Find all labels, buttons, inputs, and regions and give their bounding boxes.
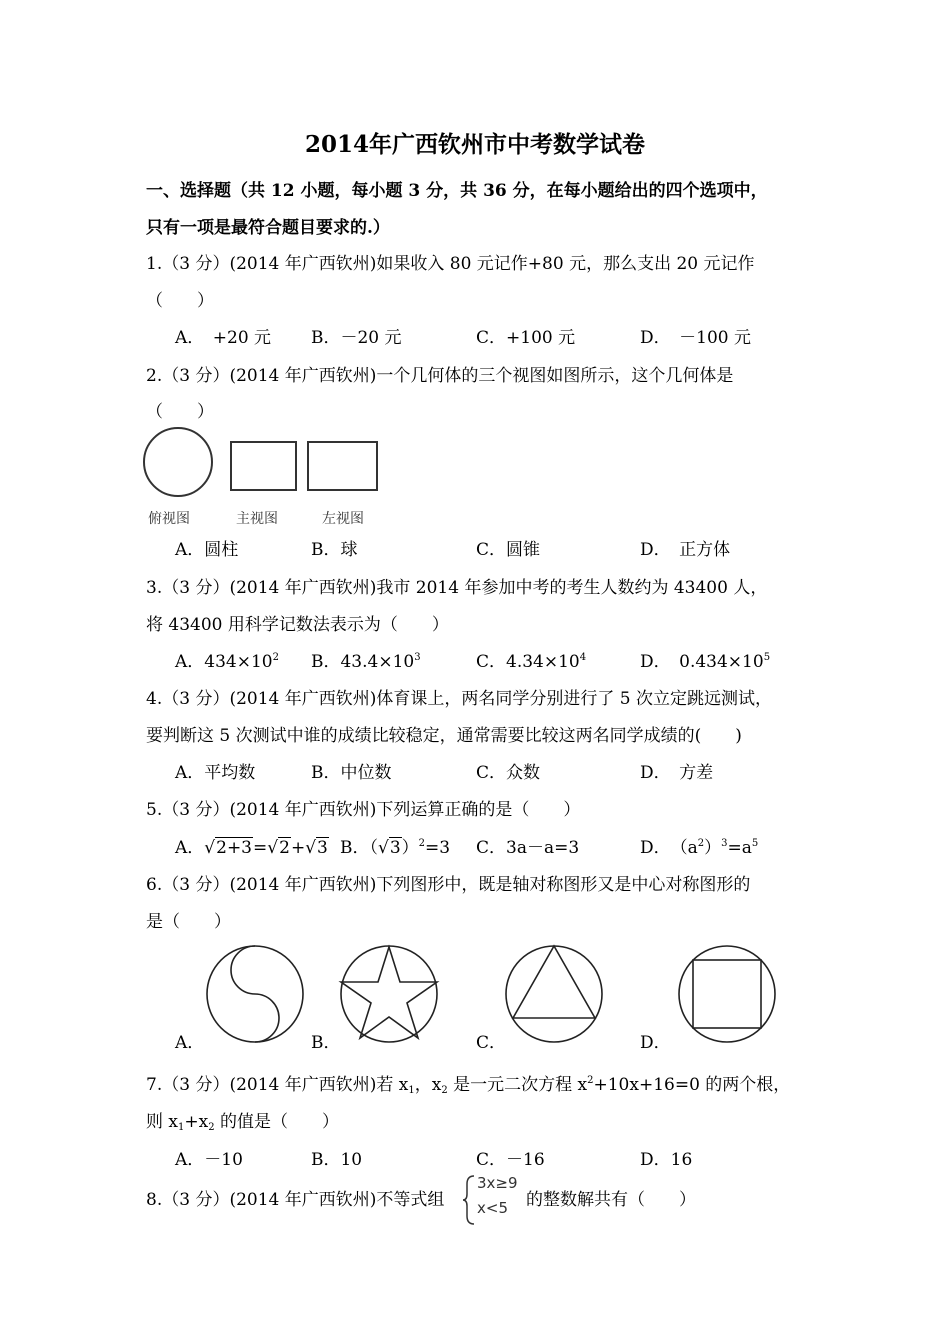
q2-bracket: （ ）: [146, 402, 214, 422]
top-view-circle: [144, 428, 212, 496]
q8-stem-b: 的整数解共有（ ）: [526, 1190, 696, 1210]
q2-option-a[interactable]: A．圆柱: [175, 540, 239, 560]
q5-option-b[interactable]: B．$(√3)^2=3$: [340, 838, 451, 858]
q7-option-c[interactable]: C．－16: [476, 1150, 545, 1170]
q4-stem: 4.（3 分）(2014 年广西钦州)体育课上，两名同学分别进行了 5 次立定跳远测试，: [146, 689, 772, 709]
q7-stem-line2: 则 $x_1+x_2$ 的值是（ ）: [146, 1112, 339, 1133]
q4-stem-line2: 要判断这 5 次测试中谁的成绩比较稳定，通常需要比较这两名同学成绩的( ): [146, 726, 742, 746]
inequality-brace: [462, 1174, 476, 1226]
q1-option-b[interactable]: B．－20 元: [311, 328, 402, 348]
q2-option-b[interactable]: B．球: [311, 540, 358, 560]
q2-option-d[interactable]: D． 正方体: [640, 540, 731, 560]
q5-stem: 5.（3 分）(2014 年广西钦州)下列运算正确的是（ ）: [146, 800, 581, 820]
page-title: 2014年广西钦州市中考数学试卷: [304, 131, 645, 158]
q6-option-c[interactable]: C．: [476, 1033, 507, 1053]
side-view-label: 左视图: [322, 511, 364, 527]
q1-bracket: （ ）: [146, 291, 214, 311]
q5-option-c[interactable]: C．3a－a=3: [476, 838, 580, 858]
figure-d-square-in-circle: [679, 946, 775, 1042]
q3-option-c[interactable]: C．$4.34\times 10^4$: [476, 652, 587, 672]
q1-option-d[interactable]: D． －100 元: [640, 328, 751, 348]
q5-option-d[interactable]: D． $(a^2)^3=a^5$: [640, 838, 759, 858]
section-heading-line2: 只有一项是最符合题目要求的.）: [146, 218, 390, 238]
q1-stem: 1.（3 分）(2014 年广西钦州)如果收入 80 元记作+80 元，那么支出 20 元记作: [146, 254, 755, 274]
inequality-2: x<5: [477, 1199, 508, 1217]
figure-b-star-in-circle: [341, 946, 437, 1042]
q3-option-b[interactable]: B．$43.4\times 10^3$: [311, 652, 421, 672]
figure-c-triangle-in-circle: [506, 946, 602, 1042]
q6-stem: 6.（3 分）(2014 年广西钦州)下列图形中，既是轴对称图形又是中心对称图形的: [146, 875, 751, 895]
q4-option-b[interactable]: B．中位数: [311, 763, 392, 783]
q7-option-b[interactable]: B．10: [311, 1150, 363, 1170]
inequality-1: 3x≥9: [477, 1174, 518, 1192]
q2-option-c[interactable]: C．圆锥: [476, 540, 541, 560]
side-view-rect: [308, 442, 377, 490]
q7-option-d[interactable]: D．16: [640, 1150, 693, 1170]
q7-option-a[interactable]: A．－10: [175, 1150, 243, 1170]
figure-a-taiji: [207, 946, 303, 1042]
sqrt-symbol: √: [204, 838, 216, 858]
q6-stem-line2: 是（ ）: [146, 912, 231, 932]
front-view-label: 主视图: [236, 511, 278, 527]
q3-option-a[interactable]: A．$434\times 10^2$: [175, 652, 279, 672]
q6-option-d[interactable]: D．: [640, 1033, 671, 1053]
top-view-label: 俯视图: [148, 511, 190, 527]
q4-option-d[interactable]: D． 方差: [640, 763, 714, 783]
q2-stem: 2.（3 分）(2014 年广西钦州)一个几何体的三个视图如图所示，这个几何体是: [146, 366, 734, 386]
q1-option-a[interactable]: A． +20 元: [175, 328, 272, 348]
q4-option-c[interactable]: C．众数: [476, 763, 541, 783]
section-heading-line1: 一、选择题（共 12 小题，每小题 3 分，共 36 分，在每小题给出的四个选项中，: [146, 181, 768, 201]
q6-option-a[interactable]: A．: [175, 1033, 205, 1053]
q1-option-c[interactable]: C．+100 元: [476, 328, 576, 348]
q7-stem: 7.（3 分）(2014 年广西钦州)若 $x_1$，$x_2$ 是一元二次方程 $x^2+10x+16=0$ 的两个根，: [146, 1075, 791, 1096]
three-views-figure: [140, 424, 390, 504]
q5-option-a[interactable]: A．√2+3=√2+√3: [175, 838, 328, 858]
q3-option-d[interactable]: D． $0.434\times 10^5$: [640, 652, 771, 672]
front-view-rect: [231, 442, 296, 490]
q8-stem-a: 8.（3 分）(2014 年广西钦州)不等式组: [146, 1190, 445, 1210]
q6-option-b[interactable]: B．: [311, 1033, 341, 1053]
q4-option-a[interactable]: A．平均数: [175, 763, 256, 783]
q3-stem: 3.（3 分）(2014 年广西钦州)我市 2014 年参加中考的考生人数约为 43400 人，: [146, 578, 768, 598]
q3-stem-line2: 将 43400 用科学记数法表示为（ ）: [146, 615, 449, 635]
